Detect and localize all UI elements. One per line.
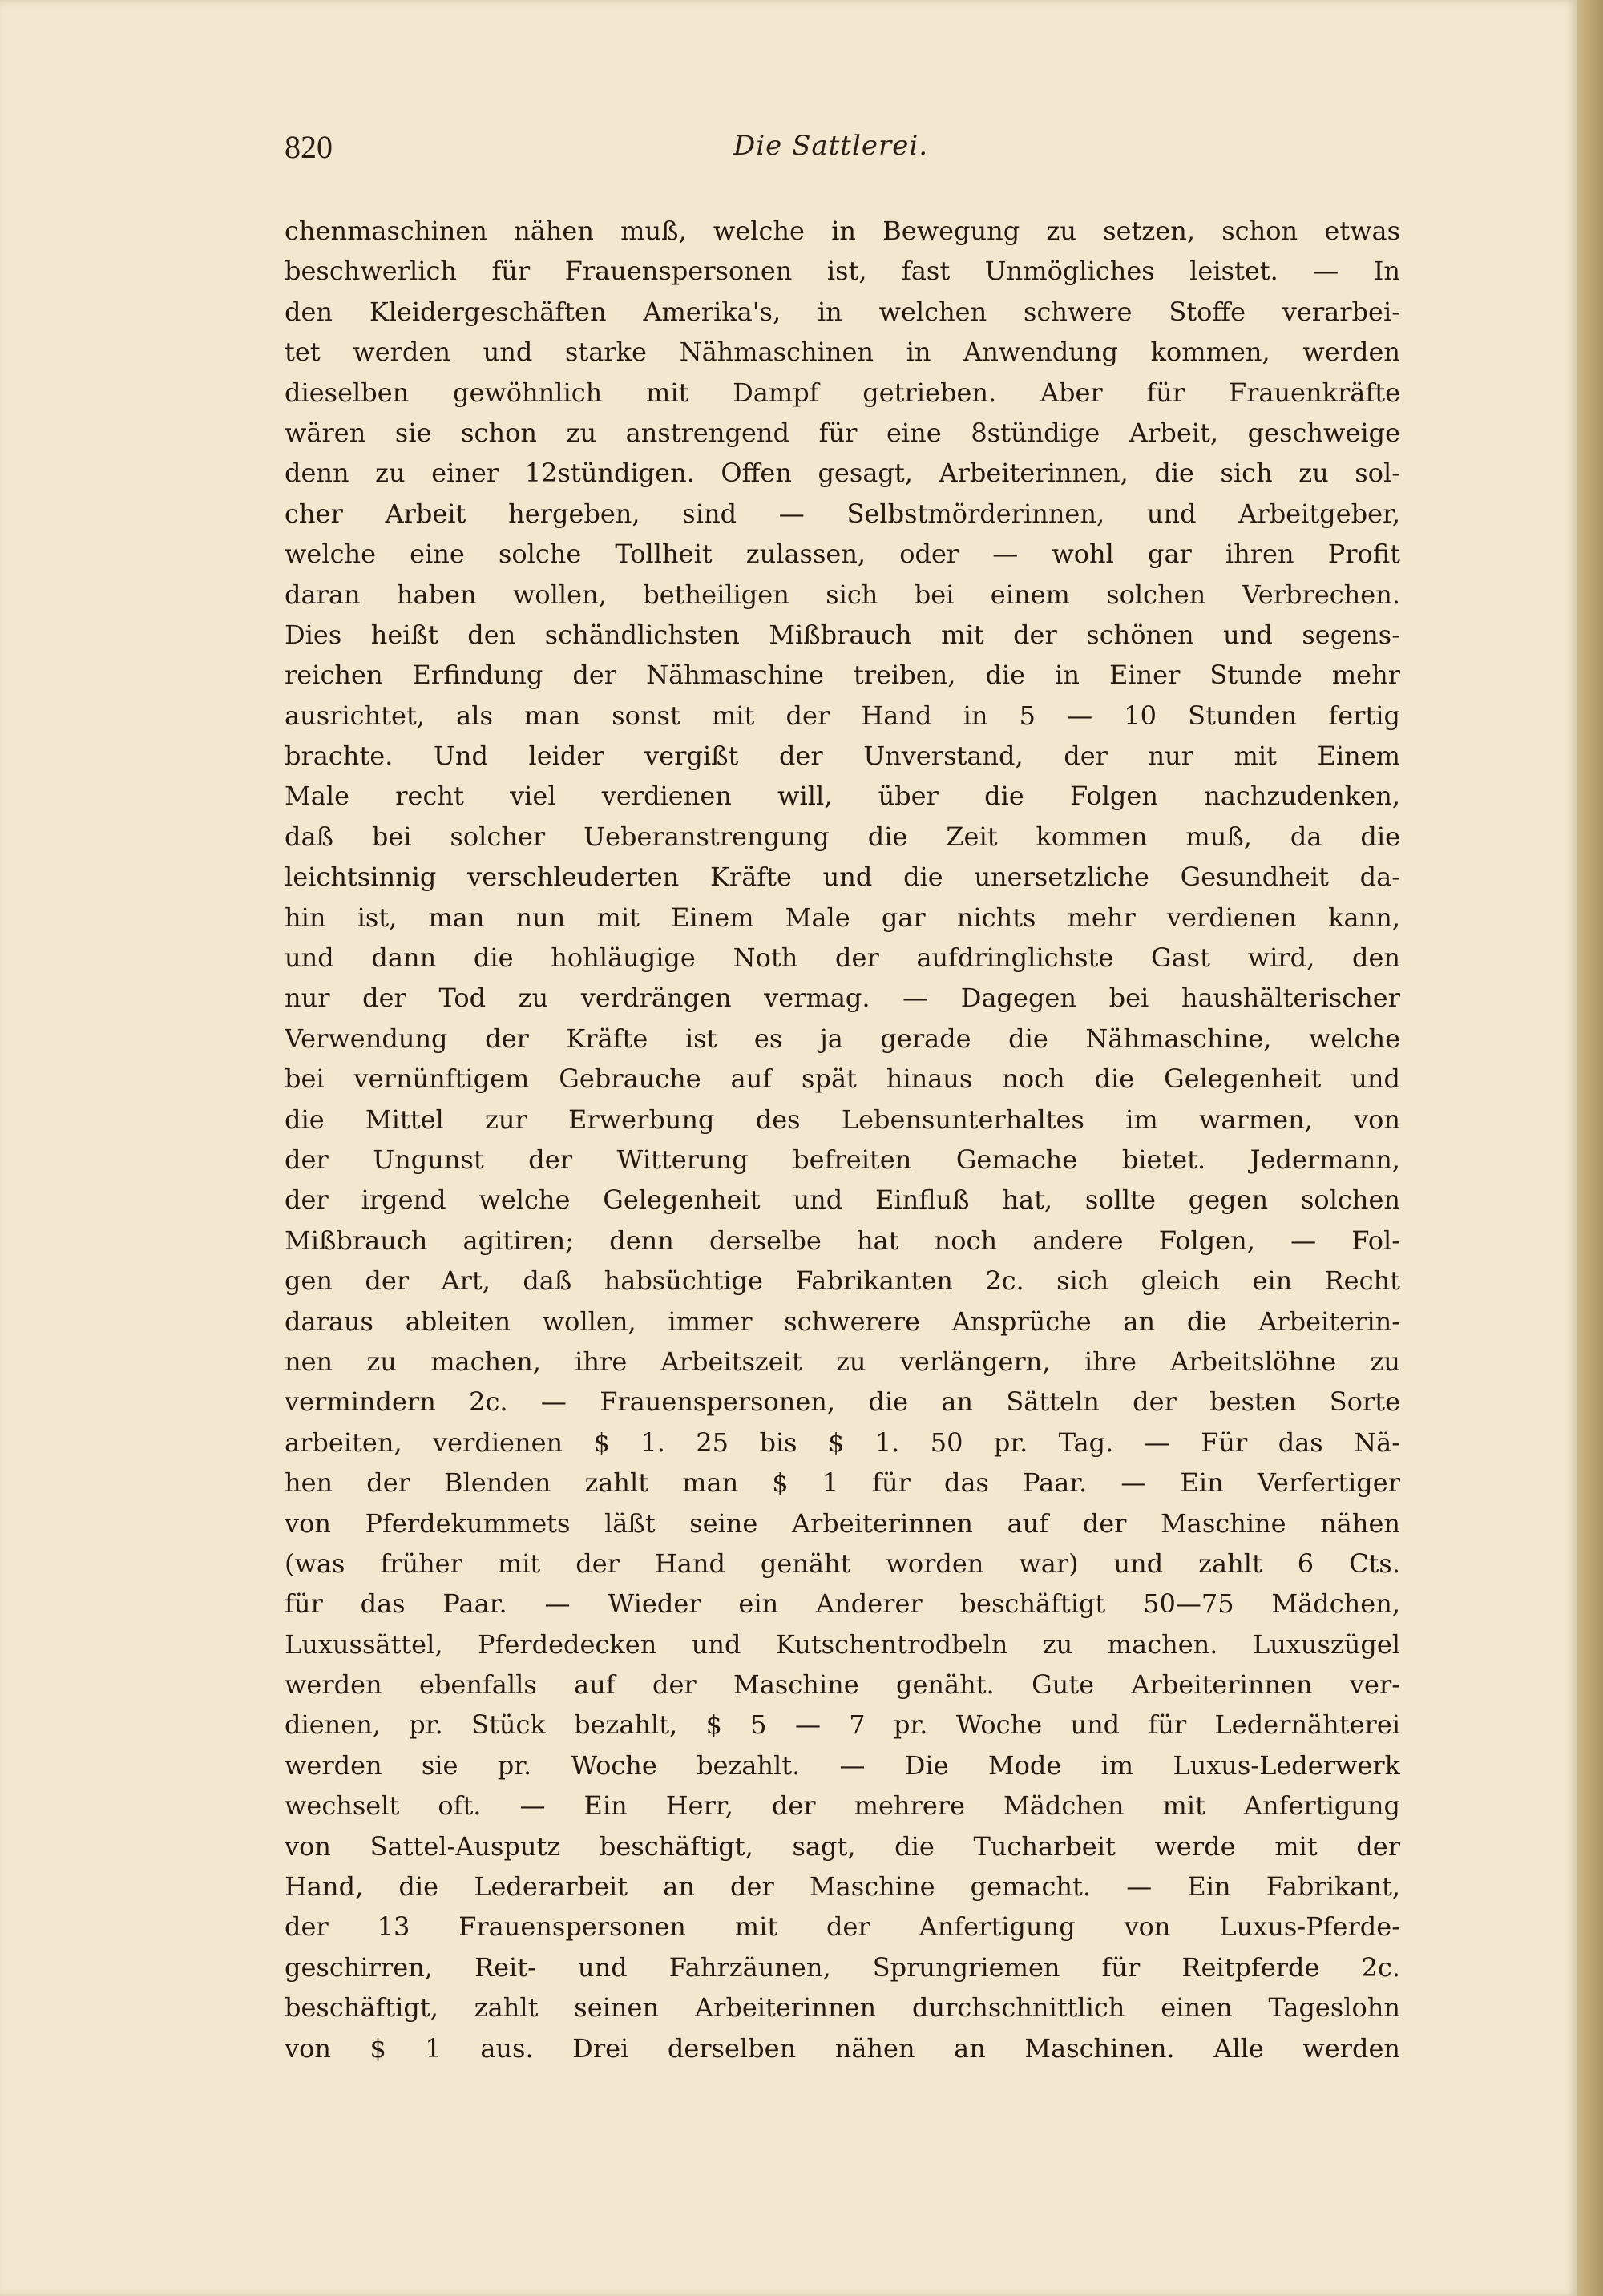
text-line: werden ebenfalls auf der Maschine genäht. Gute Arbeiterinnen ver-: [285, 1669, 1400, 1701]
page-number: 820: [285, 129, 333, 165]
text-line: werden sie pr. Woche bezahlt. — Die Mode im Luxus-Lederwerk: [285, 1749, 1400, 1781]
text-line: daraus ableiten wollen, immer schwerere Ansprüche an die Arbeiterin-: [285, 1305, 1400, 1337]
text-line: der irgend welche Gelegenheit und Einfluß hat, sollte gegen solchen: [285, 1184, 1400, 1216]
text-line: Verwendung der Kräfte ist es ja gerade die Nähmaschine, welche: [285, 1023, 1400, 1054]
text-line: nen zu machen, ihre Arbeitszeit zu verlängern, ihre Arbeitslöhne zu: [285, 1346, 1400, 1377]
text-line: wären sie schon zu anstrengend für eine 8stündige Arbeit, geschweige: [285, 417, 1400, 448]
text-line: von $ 1 aus. Drei derselben nähen an Maschinen. Alle werden: [285, 2032, 1400, 2064]
text-line: leichtsinnig verschleuderten Kräfte und die unersetzliche Gesundheit da-: [285, 862, 1400, 893]
text-line: Dies heißt den schändlichsten Mißbrauch mit der schönen und segens-: [285, 619, 1400, 650]
text-line: Luxussättel, Pferdedecken und Kutschentrodbeln zu machen. Luxuszügel: [285, 1628, 1400, 1660]
text-line: von Sattel-Ausputz beschäftigt, sagt, die Tucharbeit werde mit der: [285, 1830, 1400, 1862]
text-line: von Pferdekummets läßt seine Arbeiterinnen auf der Maschine nähen: [285, 1507, 1400, 1539]
text-line: der 13 Frauenspersonen mit der Anfertigung von Luxus-Pferde-: [285, 1911, 1400, 1943]
text-line: daran haben wollen, betheiligen sich bei einem solchen Verbrechen.: [285, 579, 1400, 610]
text-line: denn zu einer 12stündigen. Offen gesagt, Arbeiterinnen, die sich zu sol-: [285, 458, 1400, 489]
text-line: der Ungunst der Witterung befreiten Gemache bietet. Jedermann,: [285, 1144, 1400, 1175]
text-line: nur der Tod zu verdrängen vermag. — Dagegen bei haushälterischer: [285, 983, 1400, 1014]
text-line: welche eine solche Tollheit zulassen, oder — wohl gar ihren Profit: [285, 539, 1400, 570]
text-line: beschwerlich für Frauenspersonen ist, fast Unmögliches leistet. — In: [285, 256, 1400, 287]
text-line: und dann die hohläugige Noth der aufdringlichste Gast wird, den: [285, 942, 1400, 974]
text-line: wechselt oft. — Ein Herr, der mehrere Mädchen mit Anfertigung: [285, 1790, 1400, 1822]
body-text: [285, 211, 1400, 2068]
page-edge: [1577, 0, 1603, 2296]
text-line: dieselben gewöhnlich mit Dampf getrieben. Aber für Frauenkräfte: [285, 377, 1400, 408]
text-line: vermindern 2c. — Frauenspersonen, die an Sätteln der besten Sorte: [285, 1386, 1400, 1418]
text-line: cher Arbeit hergeben, sind — Selbstmörderinnen, und Arbeitgeber,: [285, 498, 1400, 529]
text-line: hin ist, man nun mit Einem Male gar nichts mehr verdienen kann,: [285, 902, 1400, 933]
text-line: Hand, die Lederarbeit an der Maschine gemacht. — Ein Fabrikant,: [285, 1871, 1400, 1903]
text-line: Mißbrauch agitiren; denn derselbe hat noch andere Folgen, — Fol-: [285, 1225, 1400, 1256]
text-line: für das Paar. — Wieder ein Anderer beschäftigt 50—75 Mädchen,: [285, 1588, 1400, 1620]
text-line: ausrichtet, als man sonst mit der Hand in 5 — 10 Stunden fertig: [285, 700, 1400, 731]
text-line: (was früher mit der Hand genäht worden war) und zahlt 6 Cts.: [285, 1547, 1400, 1579]
running-head: Die Sattlerei.: [733, 130, 929, 162]
text-line: bei vernünftigem Gebrauche auf spät hinaus noch die Gelegenheit und: [285, 1063, 1400, 1095]
text-line: beschäftigt, zahlt seinen Arbeiterinnen durchschnittlich einen Tageslohn: [285, 1992, 1400, 2024]
text-line: den Kleidergeschäften Amerika's, in welchen schwere Stoffe verarbei-: [285, 296, 1400, 327]
text-line: arbeiten, verdienen $ 1. 25 bis $ 1. 50 pr. Tag. — Für das Nä-: [285, 1426, 1400, 1458]
page-header: [285, 128, 1399, 167]
text-line: hen der Blenden zahlt man $ 1 für das Paar. — Ein Verfertiger: [285, 1467, 1400, 1499]
text-line: gen der Art, daß habsüchtige Fabrikanten 2c. sich gleich ein Recht: [285, 1265, 1400, 1297]
text-line: dienen, pr. Stück bezahlt, $ 5 — 7 pr. Woche und für Ledernähterei: [285, 1709, 1400, 1741]
text-line: die Mittel zur Erwerbung des Lebensunterhaltes im warmen, von: [285, 1104, 1400, 1135]
text-line: reichen Erfindung der Nähmaschine treiben, die in Einer Stunde mehr: [285, 660, 1400, 691]
text-line: Male recht viel verdienen will, über die Folgen nachzudenken,: [285, 781, 1400, 812]
text-line: tet werden und starke Nähmaschinen in Anwendung kommen, werden: [285, 337, 1400, 368]
text-line: chenmaschinen nähen muß, welche in Bewegung zu setzen, schon etwas: [285, 216, 1400, 246]
text-line: geschirren, Reit- und Fahrzäunen, Sprungriemen für Reitpferde 2c.: [285, 1951, 1400, 1983]
text-line: brachte. Und leider vergißt der Unverstand, der nur mit Einem: [285, 740, 1400, 772]
text-line: daß bei solcher Ueberanstrengung die Zeit kommen muß, da die: [285, 821, 1400, 852]
